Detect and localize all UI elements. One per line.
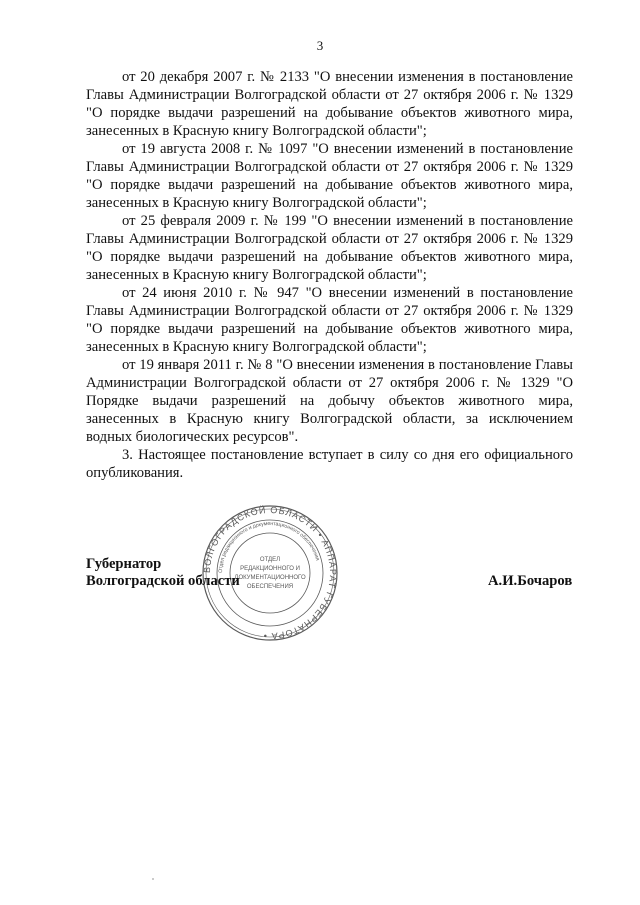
paragraph-amendment-2009: от 25 февраля 2009 г. № 199 "О внесении изменений в постановление Главы Администрации Волгоградской области от 27 октября 2006 г. № 1329 "О порядке выдачи разрешений на добывание объектов животного мира, занесенных в Красную книгу Волгоградской области"; bbox=[86, 213, 573, 283]
stamp-center-line-1: ОТДЕЛ bbox=[259, 557, 281, 563]
signature-title-line-1: Губернатор bbox=[86, 556, 162, 572]
paragraph-amendment-2007: от 20 декабря 2007 г. № 2133 "О внесении изменения в постановление Главы Администрации Волгоградской области от 27 октября 2006 г. № 1329 "О порядке выдачи разрешений на добывание объектов животного мира, занесенных в Красную книгу Волгоградской области"; bbox=[86, 69, 573, 139]
scan-speck bbox=[152, 878, 154, 880]
stamp-center-line-3: ДОКУМЕНТАЦИОННОГО bbox=[234, 575, 306, 581]
stamp-center-line-4: ОБЕСПЕЧЕНИЯ bbox=[246, 584, 294, 590]
page-number: 3 bbox=[316, 38, 324, 53]
paragraph-amendment-2008: от 19 августа 2008 г. № 1097 "О внесении изменений в постановление Главы Администрации Волгоградской области от 27 октября 2006 г. № 1329 "О порядке выдачи разрешений на добывание объектов животного мира, занесенных в Красную книгу Волгоградской области"; bbox=[86, 141, 573, 211]
signature-title-line-2: Волгоградской области bbox=[86, 573, 240, 589]
stamp-middle-text: Отдел редакционного и документационного обеспечения bbox=[217, 520, 321, 574]
signatory-name: А.И.Бочаров bbox=[488, 573, 573, 589]
stamp-center-line-2: РЕДАКЦИОННОГО И bbox=[240, 566, 300, 572]
document-body bbox=[86, 68, 573, 482]
paragraph-effective-date: 3. Настоящее постановление вступает в силу со дня его официального опубликования. bbox=[86, 447, 573, 481]
paragraph-amendment-2010: от 24 июня 2010 г. № 947 "О внесении изменений в постановление Главы Администрации Волгоградской области от 27 октября 2006 г. № 1329 "О порядке выдачи разрешений на добывание объектов животного мира, занесенных в Красную книгу Волгоградской области"; bbox=[86, 285, 573, 355]
stamp-outer-text: ВОЛГОГРАДСКОЙ ОБЛАСТИ • АППАРАТ ГУБЕРНАТОРА • bbox=[201, 504, 339, 642]
paragraph-amendment-2011: от 19 января 2011 г. № 8 "О внесении изменения в постановление Главы Администрации Волгоградской области от 27 октября 2006 г. № 1329 "О Порядке выдачи разрешений на добычу объектов животного мира, занесенных в Красную книгу Волгоградской области, за исключением водных биологических ресурсов". bbox=[86, 357, 573, 445]
signature-title bbox=[86, 556, 286, 590]
